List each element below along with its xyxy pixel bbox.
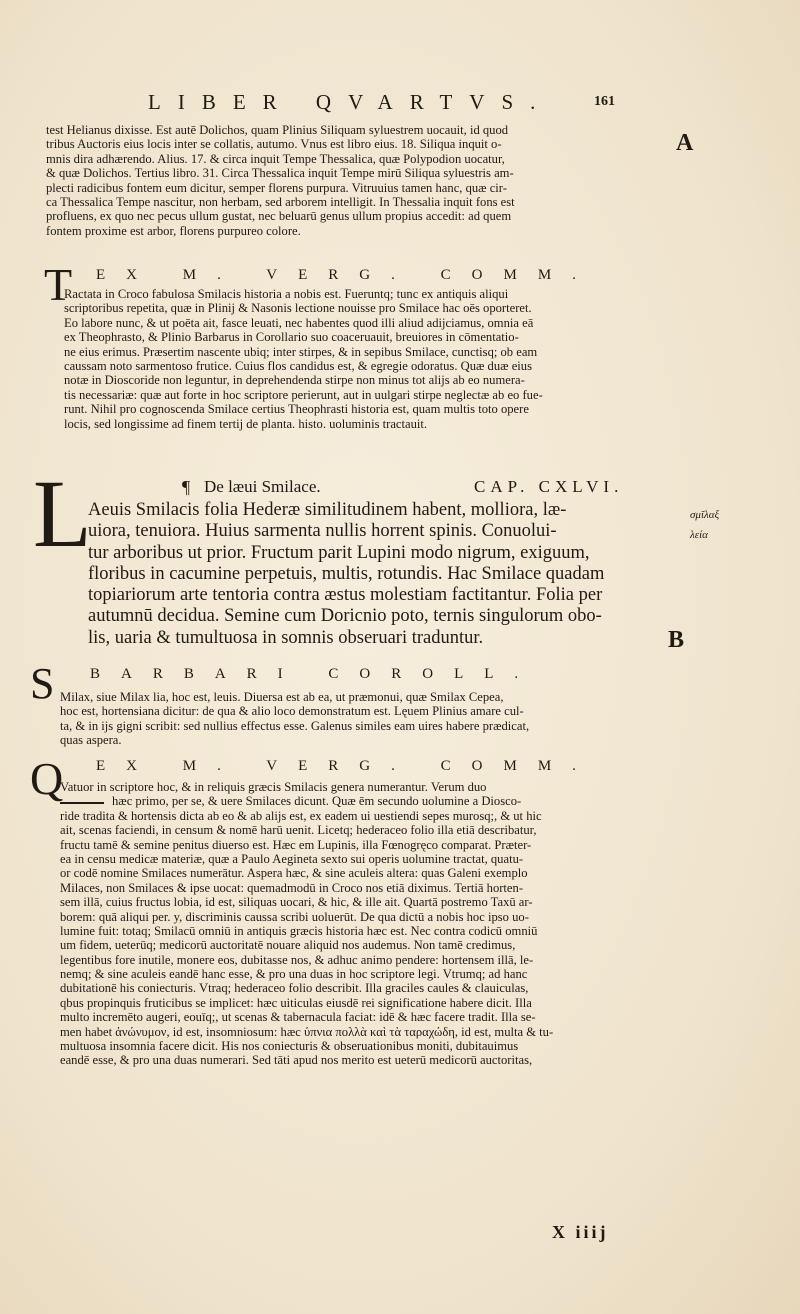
text-line: sem illā, cuius fructus lobia, id est, siliquas uocari, & hic, & ille ait. Quartā postremo Taxū ar-	[60, 895, 533, 910]
chapter-text	[88, 500, 654, 649]
commentary-heading: EX M. VERG. COMM.	[96, 267, 597, 283]
text-line: hoc est, hortensiana dicitur: de qua & alio loco demonstratum est. Lęuem Plinius amare cul-	[60, 704, 524, 719]
text-line: test Helianus dixisse. Est autē Dolichos, quam Plinius Siliquam syluestrem uocauit, id quod	[46, 123, 509, 137]
text-line: um fidem, ueterūq; medicorū auctoritatē nouare aliquid nos audemus. Non tamē credimus,	[60, 938, 516, 953]
commentary-heading-2: EX M. VERG. COMM.	[96, 758, 597, 774]
text-line	[60, 794, 678, 808]
text-line: borem: quā aliqui per. y, discriminis caussa scribi uoluerūt. De qua dictū a nobis hoc ipso uo-	[60, 909, 529, 924]
text-line: ea in censu medicæ materiæ, quæ a Paulo Aegineta sexto sui operis uolumine tractat, quatu-	[60, 851, 524, 866]
running-header	[140, 90, 615, 120]
folio-number: 161	[594, 94, 615, 109]
text-line: fructu tamē & semine penitus diuerso est. Hæc em Lupinis, illa Fœnogręco comparat. Præter-	[60, 837, 532, 852]
text-line: notæ in Dioscoride non leguntur, in deprehendenda stirpe non minus tot alijs ab eo numera-	[64, 373, 525, 388]
text-line: fontem proxime est arbor, florens purpureo colore.	[46, 223, 301, 238]
pilcrow-icon: ¶	[182, 477, 191, 497]
text-line: ne eius erimus. Præsertim nascente ubiq; inter stirpes, & in sepibus Smilace, cunctisq; ob eam	[64, 344, 538, 359]
text-line: autumnū decidua. Semine cum Doricnio poto, ternis singulorum obo-	[88, 606, 602, 627]
text-line: ait, scenas faciendi, in censum & nomē harū uenit. Licetq; hederaceo folio illa etiā describatur,	[60, 823, 537, 838]
chapter-heading	[182, 477, 682, 501]
text-line: ride tradita & hortensis dicta ab eo & ab alijs est, ex eadem ui uestiendi sepes murosq;, & ut hic	[60, 808, 542, 823]
text-line: tribus Auctoris eius locis inter se collatis, autumo. Vnus est libro eius. 18. Siliqua inquit o-	[46, 137, 502, 152]
text-line: eandē esse, & pro una duas numerari. Sed tāti apud nos merito est ueterū medicorū auctoritas,	[60, 1053, 533, 1068]
text-line: nemq; & sine aculeis eandē hanc esse, & pro una duas in hoc scriptore legi. Vtrumq; ad hanc	[60, 967, 528, 982]
dash-rule	[60, 802, 104, 804]
text-line: topiariorum arte tentoria contra æstus molestiam factitantur. Folia per	[88, 585, 603, 606]
margin-letter-a: A	[676, 130, 694, 156]
text-line: legentibus fore inutile, monere eos, dubitasse nos, & adhuc animo pendere: hortensem illā, le-	[60, 952, 534, 967]
chapter-number: CAP. CXLVI.	[474, 477, 624, 496]
text-line: Milaces, non Smilaces & ipse uocat: quemadmodū in Croco nos etiā diximus. Tertiā horten-	[60, 880, 524, 895]
commentary-paragraph	[46, 287, 678, 431]
gathering-signature: X iiij	[552, 1222, 609, 1242]
text-line: locis, sed longissime ad finem tertij de planta. histo. uoluminis tractauit.	[64, 416, 428, 431]
text-line: multo incremēto augeri, eouīq;, ut scenas & tabernacula faciat: idē & hæc facere tradit. Illa se-	[60, 1010, 536, 1025]
chapter-title: De læui Smilace.	[204, 477, 321, 496]
text-line: Vatuor in scriptore hoc, & in reliquis græcis Smilacis genera numerantur. Verum duo	[60, 780, 487, 794]
text-line: Aeuis Smilacis folia Hederæ similitudinem habent, molliora, læ-	[88, 500, 567, 520]
text-line: Ractata in Croco fabulosa Smilacis historia a nobis est. Fueruntq; tunc ex antiquis aliqui	[64, 287, 509, 301]
text-line: uiora, tenuiora. Huius sarmenta nullis horrent spinis. Conuolui-	[88, 521, 557, 542]
text-line: runt. Nihil pro cognoscenda Smilace certius Theophrasti historia est, quam multis toto opere	[64, 402, 529, 417]
margin-letter-b: B	[668, 627, 685, 653]
text-line: quas aspera.	[60, 733, 122, 748]
drop-cap-t: T	[44, 259, 73, 310]
drop-cap-q: Q	[30, 753, 64, 804]
text-line: dubitationē his coniecturis. Vtraq; hederaceo folio describit. Illa graciles caules & clauiculas,	[60, 981, 529, 996]
text-line: ex Theophrasto, & Plinio Barbarus in Corollario suo coaceruauit, breuiores in cōmentatio-	[64, 330, 519, 345]
text-line: qbus propinquis fruticibus se implicet: hæc uiticulas eiusdē rei significatione habere dicit. Illa	[60, 995, 532, 1010]
corollary-heading: BARBARI COROLL.	[90, 666, 540, 682]
text-line: Eo labore nunc, & ut poēta ait, fasce leuati, nec habentes quod illi aliud adijciamus, omnia eā	[64, 315, 534, 330]
margin-greek-note	[690, 505, 719, 545]
drop-cap-l: L	[33, 460, 92, 567]
text-line: tis necessariæ: quæ aut forte in hoc scriptore perierunt, aut in uulgari stirpe neglectæ ab eo fue-	[64, 387, 543, 402]
text-line: mnis dira adhærendo. Alius. 17. & circa inquit Tempe Thessalica, quæ Polypodion uocatur,	[46, 151, 505, 166]
text-line: profluens, ex quo nec pecus ullum gustat, nec beluarū genus ullum propius accedit: ad quem	[46, 209, 512, 224]
drop-cap-s: S	[30, 659, 55, 708]
text-line: & quæ Dolichos. Tertius libro. 31. Circa Thessalica inquit Tempe mirū Siliqua syluestris am-	[46, 166, 514, 181]
text-line: plecti radicibus fontem eum dicitur, semper florens purpura. Vitruuius tamen hanc, quæ cir-	[46, 180, 507, 195]
text-line: lumine fuit: totaq; Smilacū omniū in antiquis græcis historia hæc est. Nec contra codicū omniū	[60, 923, 538, 938]
text-span: hæc primo, per se, & uere Smilaces dicunt. Quæ ēm secundo uolumine a Diosco-	[112, 794, 522, 809]
text-line: scriptoribus repetita, quæ in Plinij & Nasonis lectione nouisse pro Smilace hac oēs oporteret.	[64, 301, 532, 316]
opening-paragraph	[46, 123, 678, 238]
corollary-paragraph	[60, 690, 678, 748]
text-line: ta, & in ijs gigni scribit: sed nullius effectus esse. Galenus similes eam uires habere prædicat,	[60, 718, 530, 733]
text-line: Milax, siue Milax lia, hoc est, leuis. Diuersa est ab ea, ut præmonui, quæ Smilax Cepea,	[60, 690, 504, 704]
text-line: caussam noto sarmentoso frutice. Cuius flos candidus est, & egregie odoratus. Quæ duæ eius	[64, 358, 532, 373]
text-line: men habet ἀνώνυμον, id est, insomniosum: hæc ὑπνια πολλὰ καὶ τὰ ταραχώδη, id est, multa & tu-	[60, 1024, 554, 1039]
text-line: floribus in cacumine perpetuis, multis, rotundis. Hac Smilace quadam	[88, 563, 605, 584]
running-title: LIBER QVARTVS.	[148, 90, 553, 114]
commentary-paragraph-2	[60, 780, 678, 1068]
text-line: multuosa insomnia facere dicit. His nos coniecturis & obseruationibus moniti, dubitauimus	[60, 1039, 519, 1054]
text-line: lis, uaria & tumultuosa in somnis obseruari traduntur.	[88, 627, 484, 648]
text-line: or codē nomine Smilaces numerātur. Aspera hæc, & sine aculeis altera: quas Galeni exemplo	[60, 866, 528, 881]
margin-greek-note-line: λεία	[690, 529, 708, 541]
text-line: tur arboribus ut prior. Fructum parit Lupini modo nigrum, exiguum,	[88, 542, 590, 563]
margin-greek-note-line: σμῖλαξ	[690, 509, 720, 521]
text-line: ca Thessalica Tempe nascitur, non herbam, sed arborem intelligit. In Thessalia inquit fons est	[46, 194, 515, 209]
